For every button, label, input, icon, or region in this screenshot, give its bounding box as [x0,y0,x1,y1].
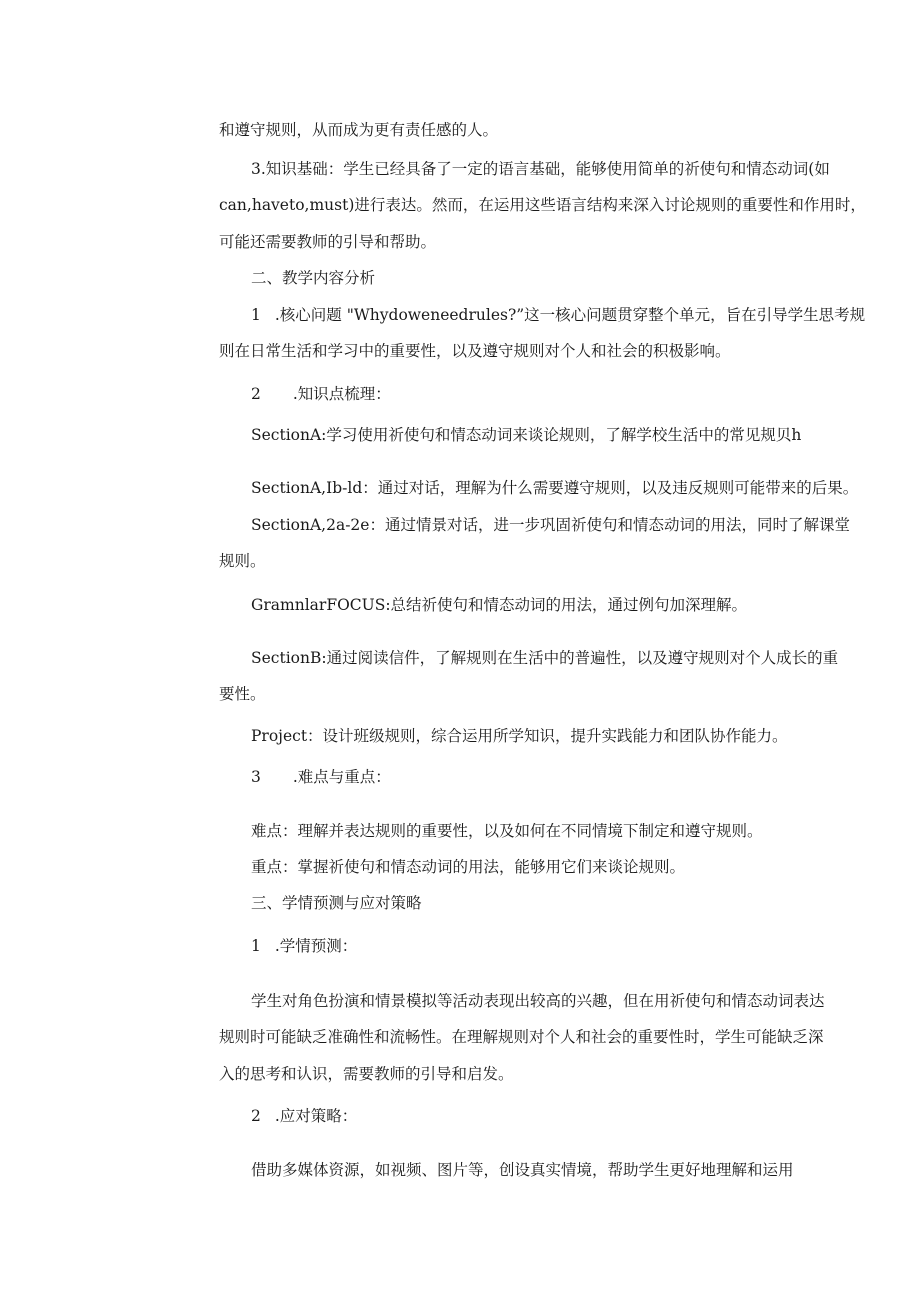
paragraph-line: 和遵守规则，从而成为更有责任感的人。 [219,121,499,139]
paragraph-line: 学生对角色扮演和情景模拟等活动表现出较高的兴趣，但在用祈使句和情态动词表达 [251,992,825,1010]
list-number: 2 [251,385,261,403]
paragraph-line: Project：设计班级规则，综合运用所学知识，提升实践能力和团队协作能力。 [251,727,788,745]
list-number: 3 [251,768,261,786]
list-text: .应对策略： [274,1107,358,1125]
list-item [251,767,391,787]
paragraph-line: 借助多媒体资源，如视频、图片等，创设真实情境，帮助学生更好地理解和运用 [251,1161,794,1179]
paragraph-line: GramnlarFOCUS:总结祈使句和情态动词的用法，通过例句加深理解。 [251,596,748,614]
paragraph-line: 难点：理解并表达规则的重要性，以及如何在不同情境下制定和遵守规则。 [251,822,763,840]
list-number: 1 [251,306,261,324]
paragraph-line: 可能还需要教师的引导和帮助。 [219,233,437,251]
paragraph-line: SectionA:学习使用祈使句和情态动词来谈论规则，了解学校生活中的常见规贝h [251,426,802,444]
list-text: .知识点梳理： [292,385,391,403]
paragraph-line: SectionB:通过阅读信件，了解规则在生活中的普遍性，以及遵守规则对个人成长的重 [251,649,839,667]
paragraph-line: 规则。 [219,552,266,570]
paragraph-line: SectionA,2a-2e：通过情景对话，进一步巩固祈使句和情态动词的用法，同时了解课堂 [251,516,850,534]
list-number: 1 [251,937,261,955]
paragraph-line: SectionA,Ib-ld：通过对话，理解为什么需要遵守规则，以及违反规则可能带来的后果。 [251,479,859,497]
list-item [251,384,391,404]
list-text: .学情预测： [274,937,358,955]
paragraph-line: 则在日常生活和学习中的重要性，以及遵守规则对个人和社会的积极影响。 [219,342,731,360]
paragraph-line: 3.知识基础：学生已经具备了一定的语言基础，能够使用简单的祈使句和情态动词(如 [251,160,830,178]
list-item [251,1106,357,1126]
paragraph-line: 重点：掌握祈使句和情态动词的用法，能够用它们来谈论规则。 [251,858,686,876]
list-item [251,305,865,325]
section-heading: 二、教学内容分析 [251,269,376,287]
paragraph-line: 要性。 [219,685,266,703]
list-text: .难点与重点： [292,768,391,786]
paragraph-line: 规则时可能缺乏准确性和流畅性。在理解规则对个人和社会的重要性时，学生可能缺乏深 [219,1028,824,1046]
list-text: .核心问题 "Whydoweneedrules?”这一核心问题贯穿整个单元，旨在引导学生思考规 [274,306,866,324]
paragraph-line: 入的思考和认识，需要教师的引导和启发。 [219,1065,514,1083]
section-heading: 三、学情预测与应对策略 [251,894,422,912]
list-item [251,936,357,956]
list-number: 2 [251,1107,261,1125]
paragraph-line: can,haveto,must)进行表达。然而，在运用这些语言结构来深入讨论规则的重要性和作用时， [219,196,866,214]
